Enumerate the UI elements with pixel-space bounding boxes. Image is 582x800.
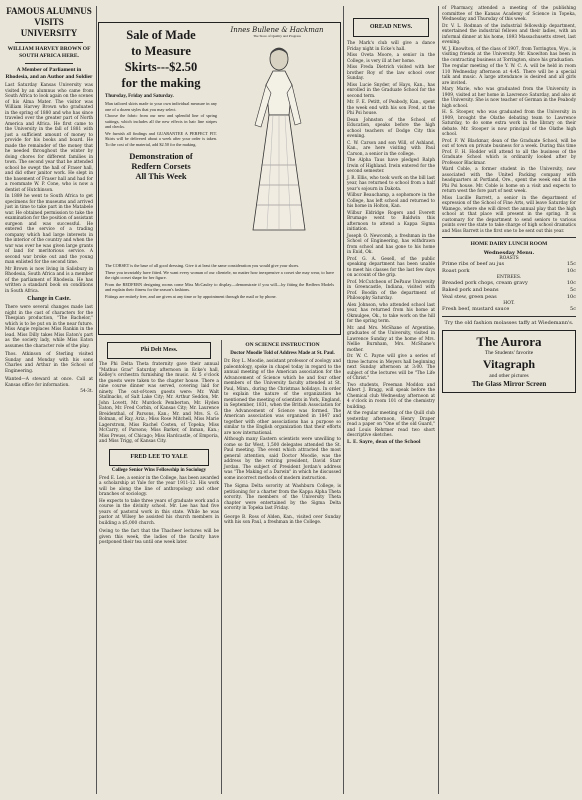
news-item: H. S. Stooper, who was graduated from the University in 1909, brought the Olathe debating team to Lawrence Saturday, to do some extra work in the library on their debate. Mr. Stooper is now principal of the Olathe high school. — [442, 110, 576, 137]
ad-paragraph: Man tailored skirts made to your own individual measure in any one of a dozen styles that you may select. — [105, 101, 217, 112]
menu-price: 10c — [566, 268, 576, 274]
news-item: W. J. Knowlton, of the class of 1907, from Torrington, Wyo., is visiting friends at the University. Mr. Knowlton has been in the contracting business at Torrington, since his graduation. — [442, 46, 576, 63]
article-body: Thos. Atkinson of Sterling visited Sunday and Monday with his sons Charles and Arthur in the School of Engineering. — [5, 352, 93, 374]
section-head-caste: Change in Caste. — [27, 296, 71, 302]
news-item: of Pharmacy, attended a meeting of the publishing committee of the Kansas Academy of Science in Topeka, Wednesday and Thursday of this week. — [442, 6, 576, 22]
news-item: Prof. McCutcheon of DePauw University in Greencastle, Indiana, visited with Prof. Boodin of the department of Philosophy Saturday. — [347, 279, 435, 301]
headline-alumnus: FAMOUS ALUMNUS VISITS UNIVERSITY — [6, 6, 92, 38]
news-item: Mr. F. E. Petitt, of Peabody, Kan., spent the week end with his son Fred, at the Phi Psi house. — [347, 100, 435, 116]
menu-price: 10c — [566, 280, 576, 286]
ad-title-line2: to Measure — [131, 44, 191, 58]
news-item: Wilbur Beauchamp, a sophomore in the College, has left school and returned to his home in Holton, Kan. — [347, 193, 435, 209]
ad-demo-line3: All This Week — [135, 171, 187, 181]
menu-section: HOT. — [503, 301, 515, 306]
skirt-sale-ad — [98, 22, 341, 335]
ad-demo-line2: Redfern Corsets — [131, 161, 191, 171]
column-rule — [343, 6, 344, 794]
news-item: Dr. V. L. Rodman of the industrial fellowship department, entertained the industrial fellows and their ladies, with an informal dinner at his home, 1893 Massachusetts street, last evening. — [442, 23, 576, 45]
subhead-parliament: A Member of Parliament in Rhodesia, and an Author and Soldier — [5, 67, 93, 80]
menu-item: Breaded pork chops, cream gravy — [442, 280, 528, 286]
subhead-brown: WILLIAM HARVEY BROWN OF SOUTH AFRICA HERE. — [7, 46, 91, 59]
ad-paragraph: We furnish all findings and GUARANTEE A PERFECT FIT. Skirts will be delivered about a week after your order is taken. To the cost of the material, add $2.50 for the making. — [105, 130, 217, 147]
news-item: Miss Freda Dietrich visited with her brother Roy of the law school over Sunday. — [347, 65, 435, 81]
menu-title: HOME DAIRY LUNCH ROOM — [470, 241, 548, 247]
ad-demo-line1: Demonstration of — [129, 151, 193, 161]
menu-item: Baked pork and beans — [442, 287, 499, 293]
news-item: Mary Marie, who was graduated from the University in 1909, visited at her home in Lawrence Saturday, and also at the University. She is now teacher of German in the Peabody high school. — [442, 87, 576, 109]
column-rule — [221, 340, 222, 794]
subhead-moodie: Doctor Moodie Told of Address Made at St. Paul. — [230, 351, 335, 356]
head-fred-lee: FRED LEE TO YALE — [130, 453, 188, 460]
news-item: Dr. W. C. Payne will give a series of three lectures in Meyers hall beginning next Sunday afternoon at 3:00. The subject of the lectures will be "The Life of Christ." — [347, 354, 435, 381]
news-item: Mr. and Mrs. McShane of Argentine, graduates of the University, visited in Lawrence Sunday at the home of Mrs. Nellie Burnham, Mrs. McShane's mother. — [347, 325, 435, 353]
article-body: Although many Eastern scientists were unwilling to come so far West, 1,500 delegates attended the St. Paul meeting. The event which attracted the most general attention, said Doctor Moodie, was the address by the retiring president, David Starr Jordan. The subject of President Jordan's address was "The Making of a Darwin" in which he discussed some incorrect methods of modern instruction. — [224, 437, 341, 481]
menu-section: ROASTS — [499, 256, 519, 261]
column-rule — [96, 6, 97, 794]
news-item: J. R. Ellis, who took work on the bill last year, has returned to school from a half year's sojourn in Dakota. — [347, 175, 435, 192]
ad-brand-tag: The Store of Quality and Progress — [253, 34, 301, 38]
news-item: Ward Coble, a former student in the University, now associated with the United Packing company with headquarters at Portland, Ore., spent the week end at the Phi Psi house. Mr. Coble is home on a visit and expects to return west the fore part of next week. — [442, 167, 576, 194]
article-body: Dr. Roy L. Moodie, assistant professor of zoology and paleontology, spoke in chapel today in regard to the annual meeting of the American association for the Advancement of Science which he and four other members of the University faculty attended at St. Paul, Minn., during the Christmas holidays. In order to explain the nature of the organization he mentioned the meeting of scientists in York, England, in September, 1831, when the British Association for the Advancement of Science was formed. The American association was organized in 1847 and together with other associations has a purpose so similar to the English organization that their efforts are now international. — [224, 359, 341, 436]
column-phi-delt — [99, 340, 219, 547]
menu-item: Roast pork — [442, 268, 470, 274]
ad-paragraph: Fittings are entirely free, and are given at any time or by appointment through the mail or by phone. — [105, 293, 277, 299]
menu-row — [442, 294, 576, 301]
menu-row — [442, 261, 576, 268]
ad-title-line4: for the making — [121, 76, 201, 90]
ad-paragraph: From the REDFERN designing rooms come Miss McCauley to display—demonstrate if you will—by fitting the Redfern Models and explain their fitness for the season's fashions. — [105, 281, 334, 292]
column-alumnus — [5, 0, 93, 396]
column-personals — [442, 6, 576, 393]
menu-row — [442, 287, 576, 294]
aurora-subtitle: The Students' favorite — [484, 350, 534, 356]
news-item: The Alpha Taus have pledged Ralph Irwin of Highland. Irwin entered for the second semester. — [347, 158, 435, 174]
ad-title-line3: Skirts---$2.50 — [124, 60, 198, 74]
head-science: ON SCIENCE INSTRUCTION — [245, 342, 320, 348]
column-oread-news — [347, 6, 435, 446]
aurora-title: The Aurora — [476, 334, 542, 349]
news-item: The regular meeting of the Y. W. C. A. will be held in room 110 Wednesday afternoon at 4:45. There will be a special talk and music. A large attendance is desired and all girls are invited. — [442, 64, 576, 86]
ad-paragraph: Choose the fabric from our new and splendid line of spring suitings, which includes all the new effects in hair line stripes and checks. — [105, 113, 217, 129]
ad-brand-logo: Innes Bullene & Hackman — [230, 26, 324, 34]
aurora-ad — [442, 330, 576, 393]
article-body: Mr Brown is now living in Salisbury in Rhodesia, South Africa and is a member of the parliament of Rhodesia. He has written a standard book on conditions in South Africa. — [5, 266, 93, 294]
menu-price: 5c — [570, 287, 576, 293]
article-body: Last Saturday Kansas University was visited by an alumnus who came from South Africa to look again on the scenes of his Alma Mater. The visitor was William Harvey Brown who graduated in the spring of 1880 and who has since traveled over the greater part of North America and Africa. He first came to the University in the fall of 1881 with just a sufficient amount of money to provide for his books and board. He made the remainder of the money that he needed throughout the winter by doing chores for different families in town. The second year that he attended school he swept the hall of Fraser hall, and did other janitor work. He slept in the basement of Fraser hall and had for a roommate W. P. Cone, who is now a dentist of Hutchinson. — [5, 83, 93, 193]
menu-price: 15c — [566, 261, 576, 267]
article-body: He expects to take three years of graduate work and a course in the divinity school. Mr. Lee has had five years of pastoral work in this state. While he was pastor at Wilsey he assisted his church members in building a $5,000 church. — [99, 498, 219, 526]
taffy-ad: Try the old fashion molasses taffy at Wiedemann's. — [444, 320, 574, 326]
news-item: Prof. G. A. Gesell, of the public speaking department has been unable to meet his classes for the last few days on account of the grip. — [347, 256, 435, 278]
column-rule — [438, 6, 439, 794]
news-item: Dean Johnston of the School of Education, speaks before the high school teachers of Dodge City this evening. — [347, 117, 435, 139]
news-item: At the regular meeting of the Quill club yesterday afternoon, Henry Draper read a paper on "One of the old Guard," and Louis Rehrmer read two short descriptive sketches. — [347, 411, 435, 438]
menu-row — [442, 268, 576, 275]
menu-section: ENTREES. — [496, 275, 522, 280]
ad-paragraph: These you invariably have fitted. We want every woman of our clientele, no matter how inexpensive a corset she may wear, to have the right corset shape for her figure. — [105, 269, 334, 280]
ad-days: Thursday, Friday and Saturday. — [105, 94, 174, 99]
article-body: The Sigma Delta sorority at Washburn College, is petitioning for a charter from the Kappa Alpha Theta sorority. The members of the University Theta chapter were entertained by the Sigma Delta sorority in Topeka last Friday. — [224, 484, 341, 511]
news-item: Prof. F. W. Blackmar, dean of the Graduate School, will be out of town on private business for a week. During this time Prof. F. H. Hodder will attend to all the business of the Graduate School which is ordinarily looked after by Professor Blackmar. — [442, 138, 576, 166]
news-item: Two students, Freeman Moddox and Albert J. Bragg, will speak before the Chemical club Wednesday afternoon at 4 o'clock in room 101 of the chemistry building. — [347, 382, 435, 410]
head-phi-delt: Phi Delt Mess. — [140, 347, 178, 353]
article-body: George B. Ross of Alden, Kan., visited over Sunday with his son Paul, a freshman in the College. — [224, 514, 341, 525]
news-item: C. W. Carson and son Will, of Ashland, Kan., are here visiting with Paul Carson, a senior in the college. — [347, 140, 435, 157]
subhead-fellowship: College Senior Wins Fellowship in Sociology — [111, 467, 207, 473]
article-body: There were several changes made last night in the cast of characters for the Thespian production, "The Bachelor," which is to be put on in the near future. Miss Angie replaces Miss Rankin in the lead. Miss Dilly takes Miss Eaton's part as the society lady, while Miss Eaton assumes the character role of the play. — [5, 305, 93, 349]
menu-row — [442, 280, 576, 287]
column-science — [224, 340, 341, 527]
vitagraph-subtitle: and other pictures — [489, 373, 529, 379]
article-body: Owing to the fact that the Thacheer lectures will be given this week, the ladies of the faculty have postponed their tea until one week later. — [99, 529, 219, 545]
glass-mirror-screen: The Glass Mirror Screen — [471, 380, 547, 388]
woman-figure-illustration — [237, 45, 321, 237]
news-item: L. E. Sayre, dean of the School — [347, 439, 421, 445]
menu-item: Fresh beef, mustard sauce — [442, 306, 510, 312]
menu-price: 5c — [570, 306, 576, 312]
news-item: Miss Lucie Snyder, of Hays, Kan., has enrolled in the Graduate School for the second term. — [347, 82, 435, 99]
vitagraph-title: Vitagraph — [482, 357, 536, 371]
classified-ref: 54-3t. — [80, 389, 93, 394]
news-item: Alex Johnson, who attended school last year, has returned from his home at Okmulgee, Ok., to take work on the hill for the spring term. — [347, 302, 435, 324]
news-item: Miss Lucille Barrett, a senior in the department of expression of the School of Fine Arts, will leave Saturday for Wamego, where she will direct the annual play that the high school at that place will present in the spring. It is customary for the department to send seniors to various points over the state to take charge of high school dramatics and Miss Barrett is the first one to be sent out this year. — [442, 195, 576, 234]
ad-paragraph: The CORSET is the base of all good dressing. Give it at least the same consideration you would give your shoes. — [105, 263, 300, 268]
menu-row — [442, 306, 576, 313]
article-body: In 1889 he went to South Africa to get specimens for the museums and arrived just in time to take part in the Matabele war. He obtained permission to take the examination for the position of assistant surgeon and was successful. He entered the service of a trading company which had large interests in the interior of the country and when the war was over he was given large grants of land for meritorious service. A second war broke out and the young man enlisted for the second time. — [5, 194, 93, 265]
classified-wanted: Wanted—A steward at once. Call at Kansas office for information. — [5, 377, 93, 388]
menu-day: Wednesday Menu. — [483, 250, 535, 256]
news-item: Wilbur Eldridge Rogers and Everett Brumage went to Baldwin this afternoon to attend a Kappa Sigma initiation. — [347, 210, 435, 232]
news-item: Miss Oveta Moore, a senior in the College, is very ill at her home. — [347, 53, 435, 64]
menu-item: Prime ribs of beef au jus — [442, 261, 505, 267]
head-oread-news: OREAD NEWS. — [369, 24, 413, 30]
news-item: Joseph O. Newcomb, a freshman in the School of Engineering, has withdrawn from school and has gone to his home in Enid, Ok. — [347, 233, 435, 255]
menu-item: Veal stew, green peas — [442, 294, 497, 300]
news-item: The Mark's club will give a dance Friday night in Ecke's hall. — [347, 41, 435, 52]
article-body: The Phi Delta Theta fraternity gave their annual "Mathus Gras" Saturday afternoon in Ecke's hall, Kelley's orchestra furnishing the music. At 5 o'clock the guests were taken to the chapter house. There a nine course dinner was served, covering laid for ninety. The out-of-town guests were: Mr. Walt Stallnacks, of Salt Lake City; Mr. Arthur Seddon, Mr. John Lovett, Mr. Murdock Pemberton, Mr. Hyden Eaton, Mr. Fred Corbin, of Kansas City; Mr. Laurence Breidenthal, of Parsons, Kan.; Mr. and Mrs. S. G. Bolman, of Ray, Ariz.; Miss Rose Mitchell, Miss Marie Lagerstrom, Miss Rachel Costen, of Topeka; Miss McCarry, of Parsons; Miss Barker, of Inman, Kan.; Miss Preuss, of Chicago; Miss Hardcastle, of Emporia, and Miss Trigg, of Kansas City. — [99, 362, 219, 444]
article-body: Fred E. Lee, a senior in the College, has been awarded a scholarship at Yale for the year 1911-12. His work will be along the line of anthropology and other branches of sociology. — [99, 475, 219, 497]
menu-price: 10c — [566, 294, 576, 300]
ad-title-line1: Sale of Made — [126, 28, 196, 42]
